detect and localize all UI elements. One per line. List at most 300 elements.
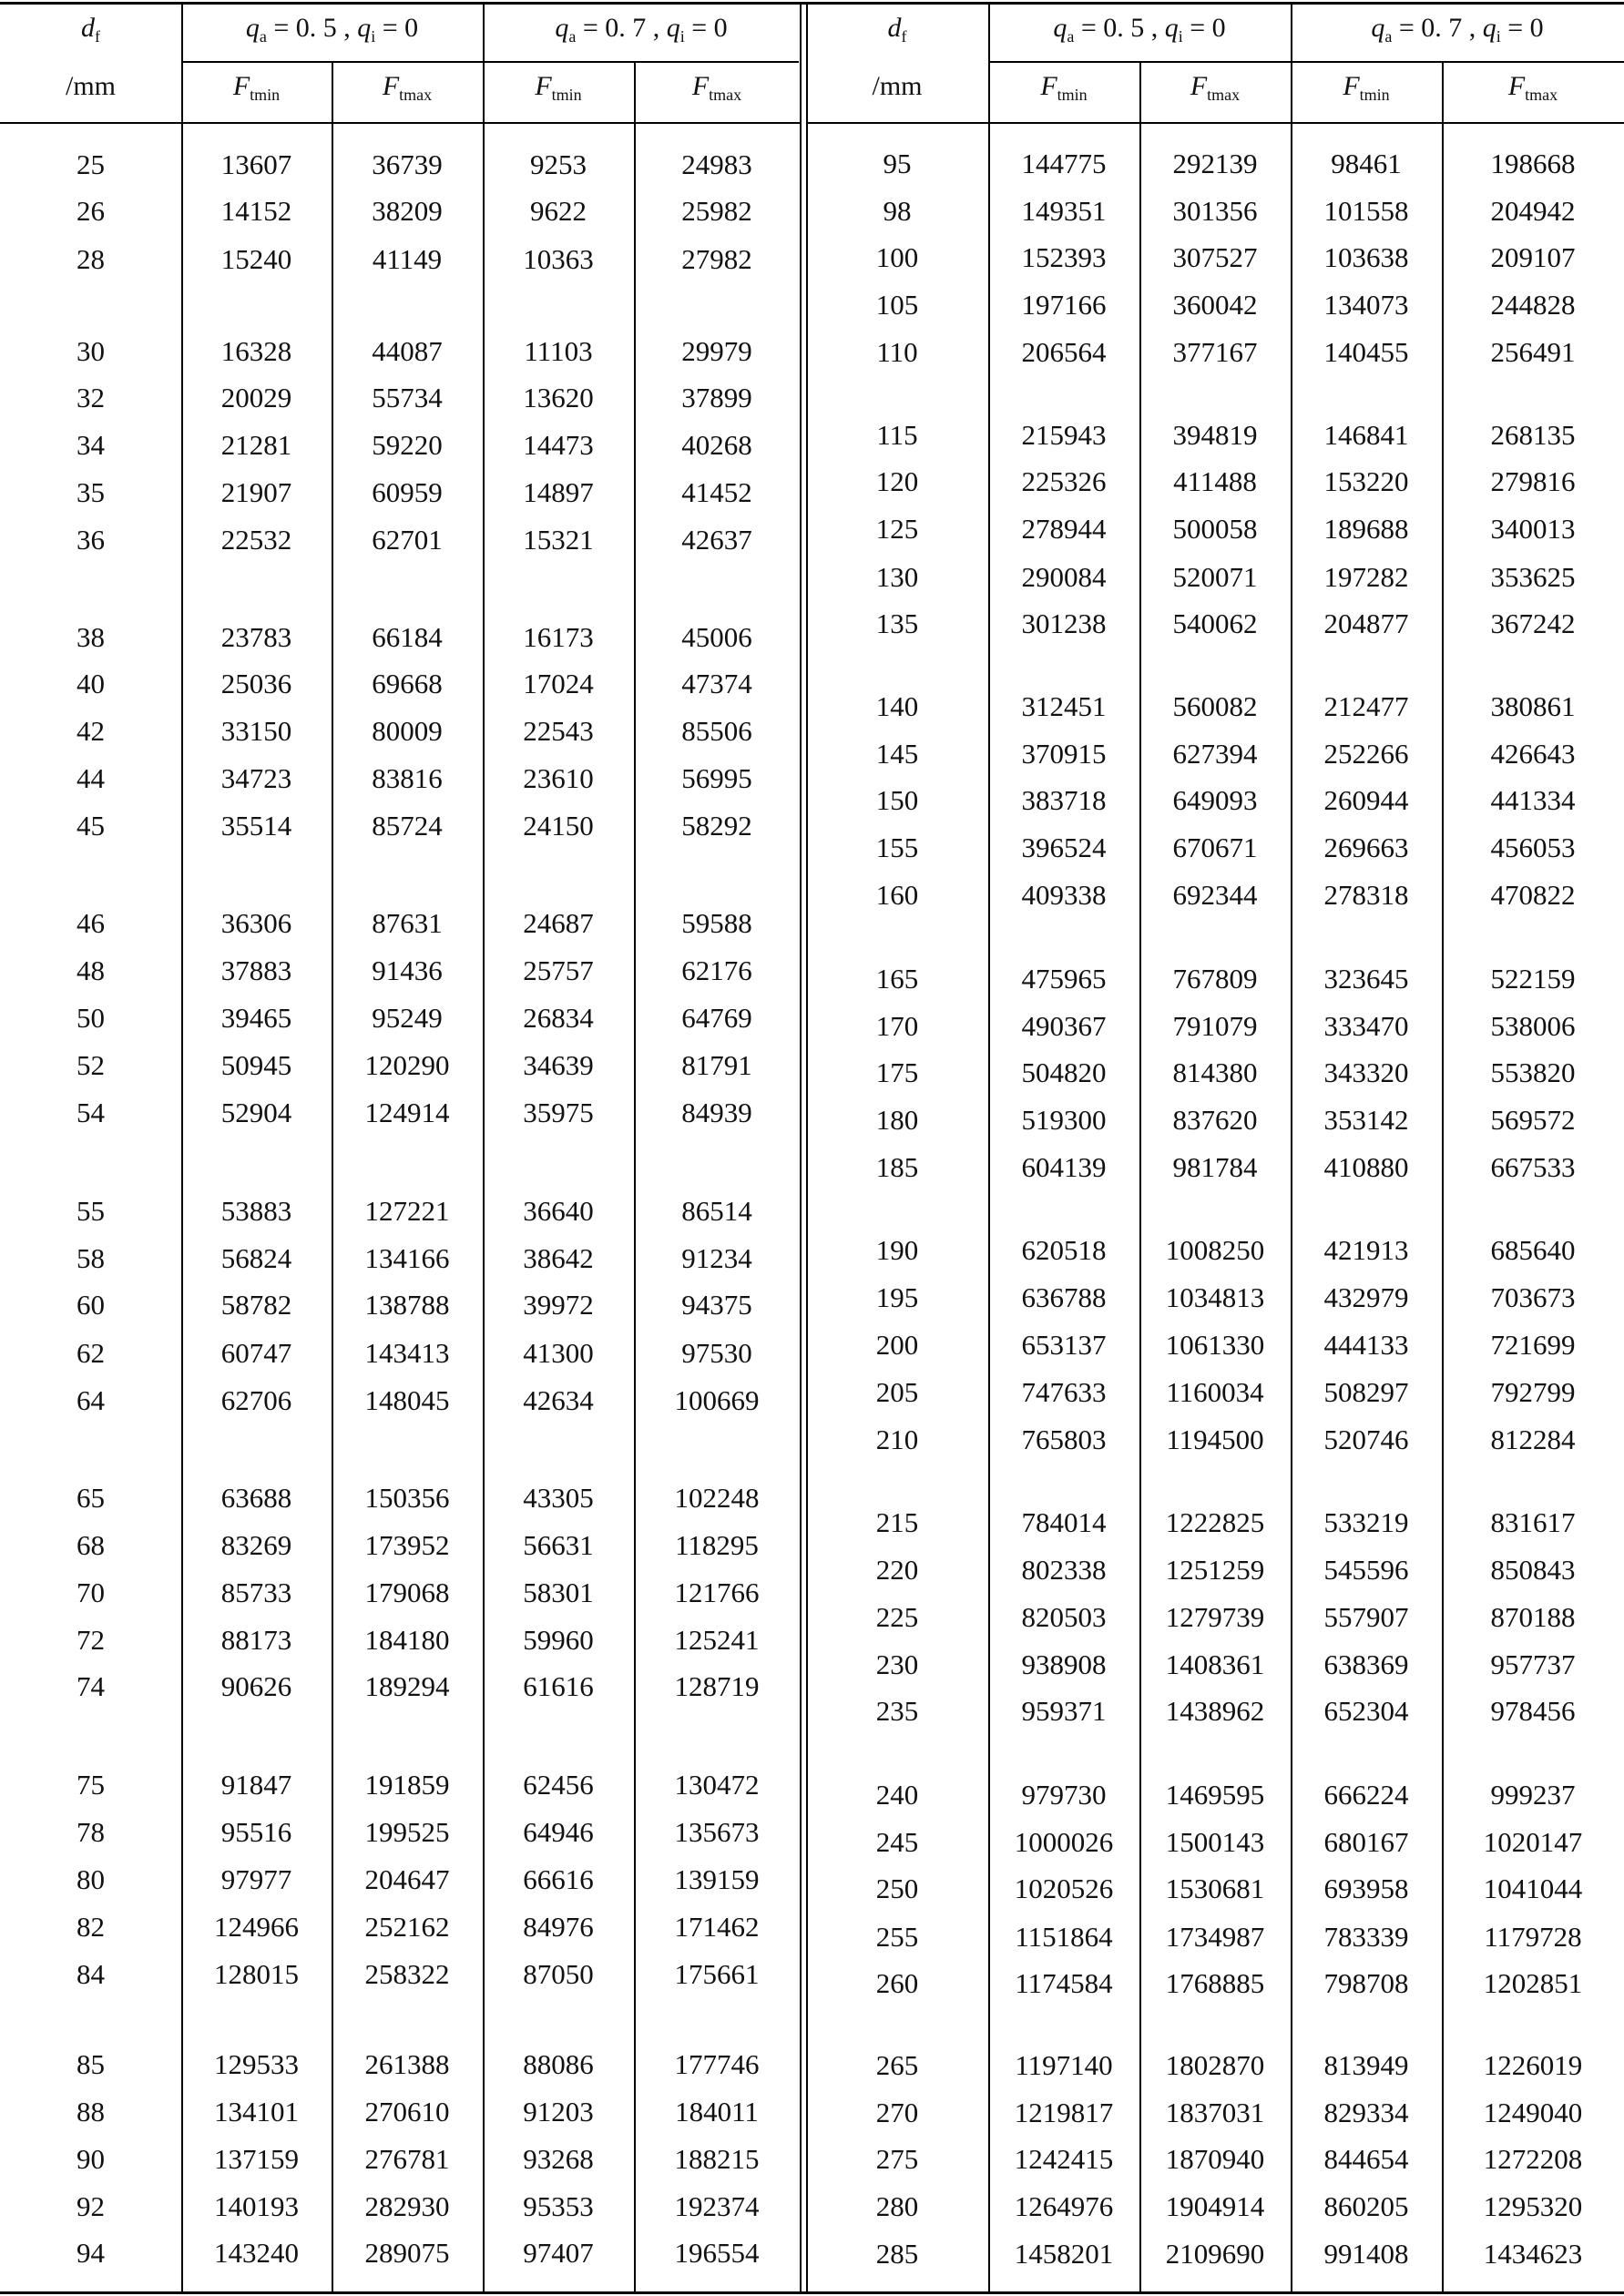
- diameter-cell: 235: [875, 1695, 919, 1727]
- diameter-cell: 270: [875, 2097, 919, 2128]
- diameter-cell: 62: [77, 1337, 105, 1369]
- force-cell: 120290: [364, 1049, 450, 1081]
- force-cell: 175661: [674, 1958, 760, 1990]
- force-cell: 177746: [674, 2048, 760, 2080]
- fmin-header-left: $F_{tmin}$: [535, 71, 582, 104]
- force-cell: 173952: [364, 1529, 450, 1561]
- force-cell: 638369: [1323, 1648, 1409, 1680]
- force-cell: 520746: [1323, 1424, 1409, 1455]
- diameter-cell: 240: [875, 1779, 919, 1811]
- force-cell: 680167: [1323, 1826, 1409, 1858]
- force-cell: 538006: [1490, 1010, 1576, 1042]
- force-cell: 97530: [681, 1337, 752, 1369]
- force-cell: 269663: [1323, 832, 1409, 863]
- force-cell: 80009: [372, 715, 443, 747]
- force-cell: 87631: [372, 907, 443, 939]
- diameter-cell: 54: [77, 1097, 105, 1128]
- force-cell: 979730: [1021, 1779, 1107, 1811]
- force-cell: 560082: [1172, 690, 1258, 722]
- diameter-cell: 260: [875, 1967, 919, 1999]
- force-cell: 41149: [372, 243, 443, 275]
- fmin-header-right: $F_{tmin}$: [1040, 71, 1088, 104]
- force-cell: 292139: [1172, 148, 1258, 179]
- force-cell: 1219817: [1014, 2097, 1114, 2128]
- force-cell: 1034813: [1165, 1281, 1265, 1313]
- force-cell: 188215: [674, 2143, 760, 2175]
- force-cell: 831617: [1490, 1506, 1576, 1538]
- force-cell: 813949: [1323, 2049, 1409, 2081]
- diameter-cell: 150: [875, 784, 919, 816]
- force-cell: 86514: [681, 1195, 752, 1227]
- diameter-cell: 46: [77, 907, 105, 939]
- force-cell: 409338: [1021, 879, 1107, 911]
- diameter-cell: 110: [876, 336, 918, 368]
- force-cell: 29979: [681, 335, 752, 367]
- force-cell: 1408361: [1165, 1648, 1265, 1680]
- force-cell: 1249040: [1483, 2097, 1583, 2128]
- force-cell: 197166: [1021, 289, 1107, 321]
- diameter-cell: 94: [77, 2237, 105, 2269]
- force-cell: 383718: [1021, 784, 1107, 816]
- diameter-cell: 85: [77, 2048, 105, 2080]
- force-cell: 1768885: [1165, 1967, 1265, 1999]
- force-cell: 1295320: [1483, 2190, 1583, 2222]
- force-cell: 36739: [372, 148, 443, 180]
- force-cell: 22532: [220, 524, 292, 556]
- force-cell: 9253: [530, 148, 587, 180]
- force-cell: 121766: [674, 1577, 760, 1608]
- diameter-cell: 32: [77, 382, 105, 413]
- diameter-cell: 155: [875, 832, 919, 863]
- force-cell: 22543: [523, 715, 594, 747]
- force-cell: 34639: [523, 1049, 594, 1081]
- force-cell: 60747: [220, 1337, 292, 1369]
- force-cell: 522159: [1490, 963, 1576, 995]
- force-cell: 84939: [681, 1097, 752, 1128]
- force-cell: 1008250: [1165, 1234, 1265, 1266]
- force-cell: 649093: [1172, 784, 1258, 816]
- diameter-cell: 105: [875, 289, 919, 321]
- force-cell: 981784: [1172, 1151, 1258, 1183]
- diameter-cell: 175: [875, 1056, 919, 1088]
- force-cell: 256491: [1490, 336, 1576, 368]
- diameter-cell: 44: [77, 762, 105, 794]
- diameter-cell: 115: [876, 419, 918, 451]
- force-cell: 66184: [372, 621, 443, 653]
- fmax-header-right: $F_{tmax}$: [1190, 71, 1241, 104]
- force-cell: 62176: [681, 954, 752, 986]
- force-cell: 225326: [1021, 465, 1107, 497]
- force-cell: 258322: [364, 1958, 450, 1990]
- diameter-cell: 80: [77, 1863, 105, 1895]
- force-cell: 58292: [681, 810, 752, 842]
- force-cell: 36306: [220, 907, 292, 939]
- force-cell: 91847: [220, 1769, 292, 1801]
- force-cell: 41452: [681, 476, 752, 508]
- force-cell: 1151864: [1015, 1921, 1113, 1953]
- force-cell: 2109690: [1165, 2238, 1265, 2270]
- force-cell: 441334: [1490, 784, 1576, 816]
- force-cell: 1530681: [1165, 1873, 1265, 1904]
- force-cell: 1870940: [1165, 2143, 1265, 2175]
- force-cell: 1734987: [1165, 1921, 1265, 1953]
- force-cell: 667533: [1490, 1151, 1576, 1183]
- force-cell: 59588: [681, 907, 752, 939]
- force-cell: 370915: [1021, 738, 1107, 770]
- force-cell: 261388: [364, 2048, 450, 2080]
- force-cell: 204942: [1490, 195, 1576, 227]
- force-cell: 10363: [523, 243, 594, 275]
- force-cell: 56995: [681, 762, 752, 794]
- force-cell: 85724: [372, 810, 443, 842]
- force-cell: 519300: [1021, 1104, 1107, 1136]
- diameter-cell: 125: [875, 513, 919, 545]
- force-cell: 1020526: [1014, 1873, 1114, 1904]
- force-cell: 21281: [220, 429, 292, 461]
- diameter-cell: 165: [875, 963, 919, 995]
- diameter-cell: 170: [875, 1010, 919, 1042]
- diameter-cell: 190: [875, 1234, 919, 1266]
- force-cell: 179068: [364, 1577, 450, 1608]
- force-cell: 653137: [1021, 1329, 1107, 1361]
- diameter-cell: 200: [875, 1329, 919, 1361]
- force-cell: 53883: [220, 1195, 292, 1227]
- force-cell: 959371: [1021, 1695, 1107, 1727]
- diameter-cell: 275: [875, 2143, 919, 2175]
- force-cell: 260944: [1323, 784, 1409, 816]
- force-cell: 40268: [681, 429, 752, 461]
- force-cell: 860205: [1323, 2190, 1409, 2222]
- diameter-cell: 145: [875, 738, 919, 770]
- force-cell: 56824: [220, 1242, 292, 1274]
- force-cell: 189688: [1323, 513, 1409, 545]
- force-cell: 140193: [214, 2190, 299, 2222]
- force-cell: 143413: [364, 1337, 450, 1369]
- force-cell: 204647: [364, 1863, 450, 1895]
- df-header-left: $d_f$: [81, 13, 100, 46]
- force-cell: 93268: [523, 2143, 594, 2175]
- force-cell: 1222825: [1165, 1506, 1265, 1538]
- force-cell: 25982: [681, 195, 752, 227]
- force-cell: 34723: [220, 762, 292, 794]
- force-cell: 184180: [364, 1624, 450, 1656]
- force-cell: 978456: [1490, 1695, 1576, 1727]
- force-cell: 802338: [1021, 1554, 1107, 1586]
- force-cell: 94375: [681, 1289, 752, 1321]
- force-cell: 557907: [1323, 1601, 1409, 1633]
- force-cell: 814380: [1172, 1056, 1258, 1088]
- force-cell: 62701: [372, 524, 443, 556]
- fmax-header-left: $F_{tmax}$: [691, 71, 742, 104]
- force-cell: 1469595: [1165, 1779, 1265, 1811]
- force-cell: 1500143: [1165, 1826, 1265, 1858]
- force-cell: 670671: [1172, 832, 1258, 863]
- force-cell: 24983: [681, 148, 752, 180]
- diameter-cell: 35: [77, 476, 105, 508]
- diameter-cell: 280: [875, 2190, 919, 2222]
- force-cell: 1458201: [1014, 2238, 1114, 2270]
- force-cell: 604139: [1021, 1151, 1107, 1183]
- force-cell: 278944: [1021, 513, 1107, 545]
- force-cell: 1160034: [1166, 1376, 1264, 1408]
- force-cell: 39465: [220, 1002, 292, 1034]
- force-cell: 42634: [523, 1384, 594, 1416]
- force-cell: 144775: [1021, 148, 1107, 179]
- diameter-cell: 140: [875, 690, 919, 722]
- force-cell: 636788: [1021, 1281, 1107, 1313]
- diameter-cell: 65: [77, 1482, 105, 1514]
- force-cell: 45006: [681, 621, 752, 653]
- force-cell: 545596: [1323, 1554, 1409, 1586]
- diameter-cell: 34: [77, 429, 105, 461]
- force-cell: 812284: [1490, 1424, 1576, 1455]
- force-cell: 14473: [523, 429, 594, 461]
- force-cell: 340013: [1490, 513, 1576, 545]
- force-cell: 196554: [674, 2237, 760, 2269]
- force-cell: 138788: [364, 1289, 450, 1321]
- force-cell: 25036: [220, 668, 292, 699]
- diameter-cell: 88: [77, 2096, 105, 2128]
- force-cell: 20029: [220, 382, 292, 413]
- force-cell: 540062: [1172, 607, 1258, 639]
- force-cell: 42637: [681, 524, 752, 556]
- force-cell: 85506: [681, 715, 752, 747]
- force-cell: 143240: [214, 2237, 299, 2269]
- diameter-cell: 55: [77, 1195, 105, 1227]
- force-cell: 9622: [530, 195, 587, 227]
- force-cell: 130472: [674, 1769, 760, 1801]
- diameter-cell: 40: [77, 668, 105, 699]
- force-cell: 282930: [364, 2190, 450, 2222]
- fmin-header-right: $F_{tmin}$: [1343, 71, 1390, 104]
- force-cell: 1041044: [1483, 1873, 1583, 1904]
- force-cell: 421913: [1323, 1234, 1409, 1266]
- top-rule: [0, 2, 1624, 5]
- force-cell: 66616: [523, 1863, 594, 1895]
- divider-left: [800, 2, 802, 2294]
- force-cell: 125241: [674, 1624, 760, 1656]
- force-cell: 97407: [523, 2237, 594, 2269]
- force-cell: 244828: [1490, 289, 1576, 321]
- force-cell: 52904: [220, 1097, 292, 1128]
- force-cell: 153220: [1323, 465, 1409, 497]
- force-cell: 101558: [1323, 195, 1409, 227]
- force-cell: 26834: [523, 1002, 594, 1034]
- force-cell: 367242: [1490, 607, 1576, 639]
- force-cell: 25757: [523, 954, 594, 986]
- force-cell: 13607: [220, 148, 292, 180]
- force-cell: 252266: [1323, 738, 1409, 770]
- force-cell: 798708: [1323, 1967, 1409, 1999]
- fmin-header-left: $F_{tmin}$: [232, 71, 281, 104]
- force-cell: 23783: [220, 621, 292, 653]
- force-cell: 627394: [1172, 738, 1258, 770]
- diameter-cell: 28: [77, 243, 105, 275]
- force-cell: 91436: [372, 954, 443, 986]
- force-cell: 553820: [1490, 1056, 1576, 1088]
- diameter-cell: 78: [77, 1816, 105, 1848]
- diameter-cell: 130: [875, 561, 919, 593]
- force-cell: 15240: [220, 243, 292, 275]
- diameter-cell: 225: [875, 1601, 919, 1633]
- force-cell: 38642: [523, 1242, 594, 1274]
- force-cell: 23610: [523, 762, 594, 794]
- force-cell: 171462: [674, 1911, 760, 1943]
- diameter-cell: 250: [875, 1873, 919, 1904]
- force-cell: 1434623: [1483, 2238, 1583, 2270]
- force-cell: 127221: [364, 1195, 450, 1227]
- force-cell: 47374: [681, 668, 752, 699]
- force-cell: 140455: [1323, 336, 1409, 368]
- force-cell: 44087: [372, 335, 443, 367]
- force-cell: 520071: [1172, 561, 1258, 593]
- force-cell: 13620: [523, 382, 594, 413]
- force-cell: 1242415: [1014, 2143, 1114, 2175]
- force-cell: 784014: [1021, 1506, 1107, 1538]
- force-cell: 791079: [1172, 1010, 1258, 1042]
- header-rule-right: [806, 122, 1624, 124]
- diameter-cell: 50: [77, 1002, 105, 1034]
- force-cell: 56631: [523, 1529, 594, 1561]
- df-header-right: $d_f$: [887, 13, 907, 46]
- force-cell: 209107: [1490, 241, 1576, 273]
- force-cell: 829334: [1323, 2097, 1409, 2128]
- diameter-cell: 74: [77, 1670, 105, 1702]
- force-cell: 81791: [681, 1049, 752, 1081]
- force-cell: 83816: [372, 762, 443, 794]
- force-cell: 323645: [1323, 963, 1409, 995]
- force-cell: 411488: [1173, 465, 1257, 497]
- diameter-cell: 255: [875, 1921, 919, 1953]
- force-cell: 128015: [214, 1958, 299, 1990]
- force-cell: 360042: [1172, 289, 1258, 321]
- diameter-cell: 180: [875, 1104, 919, 1136]
- diameter-cell: 30: [77, 335, 105, 367]
- force-cell: 184011: [675, 2096, 759, 2128]
- force-cell: 693958: [1323, 1873, 1409, 1904]
- force-cell: 14152: [220, 195, 292, 227]
- force-cell: 16328: [220, 335, 292, 367]
- force-cell: 394819: [1172, 419, 1258, 451]
- unit-header-right: /mm: [872, 71, 923, 101]
- force-cell: 102248: [674, 1482, 760, 1514]
- force-cell: 91234: [681, 1242, 752, 1274]
- diameter-cell: 38: [77, 621, 105, 653]
- force-cell: 41300: [523, 1337, 594, 1369]
- force-cell: 500058: [1172, 513, 1258, 545]
- force-cell: 149351: [1021, 195, 1107, 227]
- force-cell: 1837031: [1165, 2097, 1265, 2128]
- force-cell: 199525: [364, 1816, 450, 1848]
- force-cell: 58301: [523, 1577, 594, 1608]
- diameter-cell: 72: [77, 1624, 105, 1656]
- force-cell: 1251259: [1165, 1554, 1265, 1586]
- force-cell: 410880: [1323, 1151, 1409, 1183]
- diameter-cell: 135: [875, 607, 919, 639]
- force-cell: 938908: [1021, 1648, 1107, 1680]
- force-cell: 139159: [674, 1863, 760, 1895]
- diameter-cell: 215: [875, 1506, 919, 1538]
- force-cell: 279816: [1490, 465, 1576, 497]
- force-cell: 134073: [1323, 289, 1409, 321]
- force-cell: 88173: [220, 1624, 292, 1656]
- force-cell: 475965: [1021, 963, 1107, 995]
- force-cell: 59220: [372, 429, 443, 461]
- force-cell: 128719: [674, 1670, 760, 1702]
- force-cell: 1202851: [1483, 1967, 1583, 1999]
- force-cell: 95516: [220, 1816, 292, 1848]
- diameter-cell: 60: [77, 1289, 105, 1321]
- force-cell: 38209: [372, 195, 443, 227]
- diameter-cell: 285: [875, 2238, 919, 2270]
- fmax-header-right: $F_{tmax}$: [1507, 71, 1558, 104]
- group-header-1-right: $q_a = 0$. 5 , $q_i = 0$: [1053, 13, 1226, 46]
- force-cell: 135673: [674, 1816, 760, 1848]
- force-cell: 35514: [220, 810, 292, 842]
- group-rule-left: [181, 61, 799, 63]
- force-cell: 90626: [220, 1670, 292, 1702]
- force-cell: 426643: [1490, 738, 1576, 770]
- force-cell: 24150: [523, 810, 594, 842]
- force-cell: 88086: [523, 2048, 594, 2080]
- force-cell: 1904914: [1165, 2190, 1265, 2222]
- force-cell: 380861: [1490, 690, 1576, 722]
- force-cell: 432979: [1323, 1281, 1409, 1313]
- diameter-cell: 36: [77, 524, 105, 556]
- force-cell: 844654: [1323, 2143, 1409, 2175]
- force-cell: 124966: [214, 1911, 299, 1943]
- force-cell: 767809: [1172, 963, 1258, 995]
- force-cell: 353142: [1323, 1104, 1409, 1136]
- force-cell: 189294: [364, 1670, 450, 1702]
- diameter-cell: 205: [875, 1376, 919, 1408]
- diameter-cell: 82: [77, 1911, 105, 1943]
- force-cell: 1438962: [1165, 1695, 1265, 1727]
- group-rule-right: [988, 61, 1624, 63]
- force-cell: 43305: [523, 1482, 594, 1514]
- force-cell: 150356: [364, 1482, 450, 1514]
- diameter-cell: 245: [875, 1826, 919, 1858]
- force-cell: 17024: [523, 668, 594, 699]
- force-cell: 98461: [1331, 148, 1402, 179]
- force-cell: 61616: [523, 1670, 594, 1702]
- diameter-cell: 265: [875, 2049, 919, 2081]
- force-cell: 999237: [1490, 1779, 1576, 1811]
- force-cell: 333470: [1323, 1010, 1409, 1042]
- force-cell: 470822: [1490, 879, 1576, 911]
- force-cell: 1264976: [1014, 2190, 1114, 2222]
- diameter-cell: 64: [77, 1384, 105, 1416]
- force-cell: 504820: [1021, 1056, 1107, 1088]
- force-cell: 197282: [1323, 561, 1409, 593]
- force-cell: 278318: [1323, 879, 1409, 911]
- diameter-cell: 92: [77, 2190, 105, 2222]
- force-cell: 444133: [1323, 1329, 1409, 1361]
- force-cell: 1802870: [1165, 2049, 1265, 2081]
- force-cell: 118295: [675, 1529, 759, 1561]
- force-cell: 15321: [523, 524, 594, 556]
- diameter-cell: 84: [77, 1958, 105, 1990]
- bottom-rule: [0, 2291, 1624, 2294]
- force-cell: 1179728: [1484, 1921, 1582, 1953]
- force-cell: 191859: [364, 1769, 450, 1801]
- force-cell: 685640: [1490, 1234, 1576, 1266]
- force-cell: 27982: [681, 243, 752, 275]
- force-cell: 252162: [364, 1911, 450, 1943]
- force-cell: 1000026: [1014, 1826, 1114, 1858]
- force-cell: 290084: [1021, 561, 1107, 593]
- diameter-cell: 185: [875, 1151, 919, 1183]
